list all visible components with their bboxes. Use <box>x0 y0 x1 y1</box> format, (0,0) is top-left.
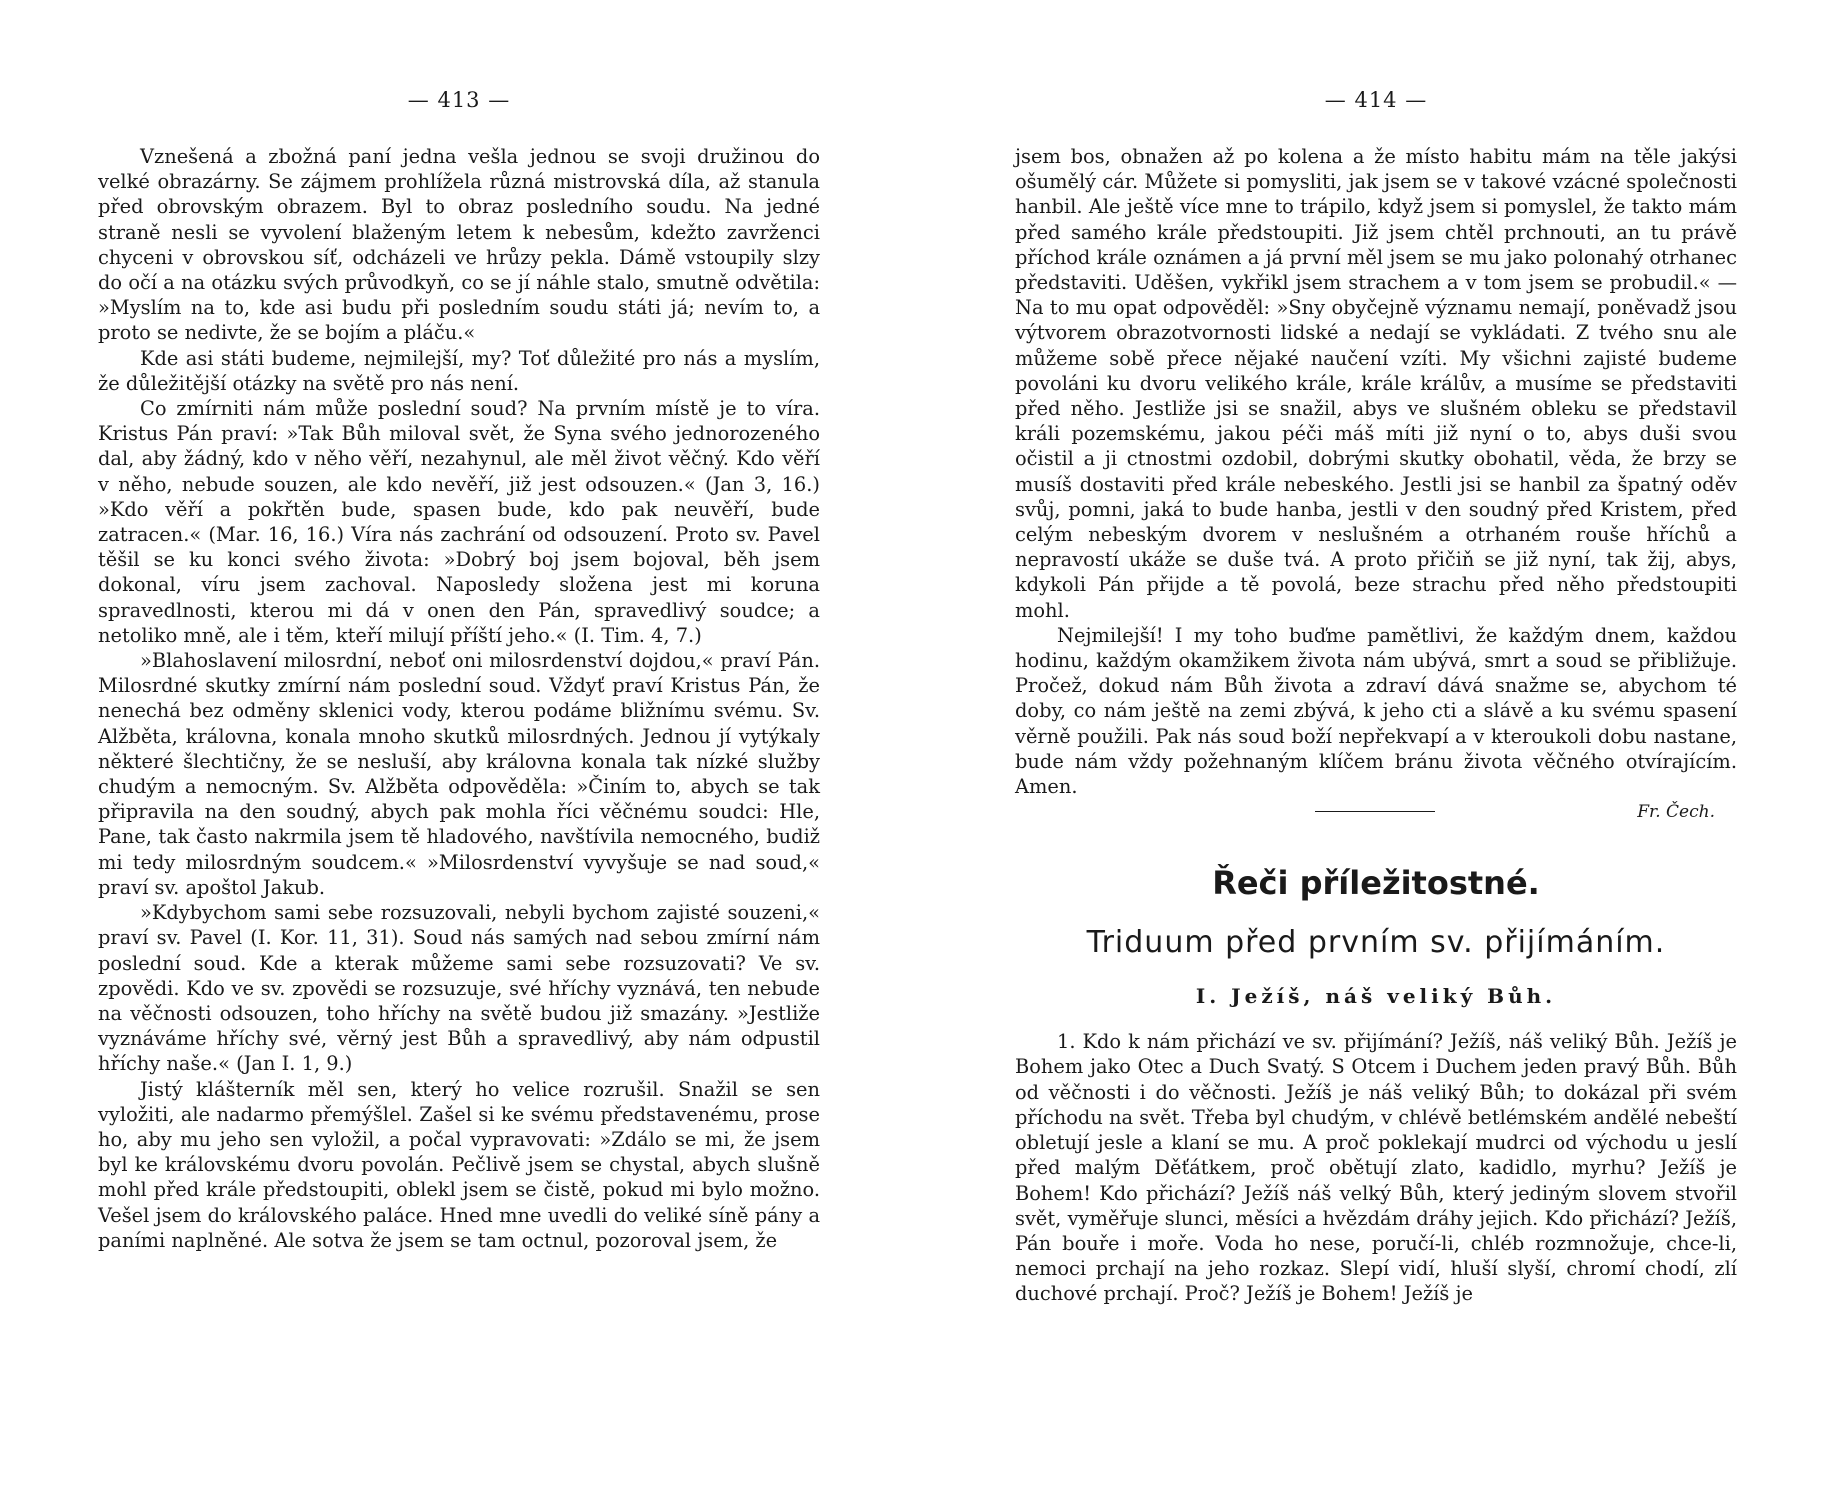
section-heading: Řeči příležitostné. <box>1212 864 1540 903</box>
left-page-body <box>98 144 820 1253</box>
continued-paragraph: jsem bos, obnažen až po kolena a že místo habitu mám na těle jakýsi ošumělý cár. Můžete si pomysliti, jak jsem se v takové vzácné společnosti hanbil. Ale ještě více mne to trápilo, když jsem si pomyslel, že takto mám před samého krále předstoupiti. Již jsem chtěl prchnouti, an tu právě příchod krále oznámen a já první měl jsem se mu jako polonahý otrhanec představiti. Uděšen, vykřikl jsem strachem a v tom jsem se probudil.« — Na to mu opat odpověděl: »Sny obyčejně významu nemají, poněvadž jsou výtvorem obrazotvornosti lidské a nedají se vykládati. Z tvého snu ale můžeme sobě přece nějaké naučení vzíti. My všichni zajisté budeme povoláni ku dvoru velikého krále, krále králův, a musíme se představiti před něho. Jestliže jsi se snažil, abys ve slušném obleku se představil králi pozemskému, jakou péči máš míti již nyní o to, abys duši svou očistil a ji ctnostmi ozdobil, dobrými skutky obohatil, věda, že brzy se musíš dostaviti před krále nebeského. Jestli jsi se hanbil za špatný oděv svůj, pomni, jaká to bude hanba, jestli v den soudný před Kristem, před celým nebeským dvorem v neslušném a otrhaném rouše hříchů a nepravostí ukáže se duše tvá. A proto přičiň se již nyní, tak žij, abys, kdykoli Pán přijde a tě povolá, beze strachu před něho předstoupiti mohl. <box>1015 145 1737 622</box>
chapter-paragraph: 1. Kdo k nám přichází ve sv. přijímání? Ježíš, náš veliký Bůh. Ježíš je Bohem jako Otec a Duch Svatý. S Otcem i Duchem jeden pravý Bůh. Bůh od věčnosti i do věčnosti. Ježíš je náš veliký Bůh; to dokázal při svém příchodu na svět. Třeba byl chudým, v chlévě betlémském andělé nebeští obletují jesle a klaní se mu. A proč poklekají mudrci od východu u jeslí před malým Děťátkem, proč obětují zlato, kadidlo, myrhu? Ježíš je Bohem! Kdo přichází? Ježíš náš velký Bůh, který jediným slovem stvořil svět, vyměřuje slunci, měsíci a hvězdám dráhy jejich. Kdo přichází? Ježíš, Pán bouře i moře. Voda ho nese, poručí-li, chléb rozmnožuje, chce-li, nemoci prchají na jeho rozkaz. Slepí vidí, hluší slyší, chromí chodí, zlí duchové prchají. Proč? Ježíš je Bohem! Ježíš je <box>1015 1030 1737 1306</box>
right-page-body <box>1015 144 1737 1307</box>
paragraph: Vznešená a zbožná paní jedna vešla jednou se svoji družinou do velké obrazárny. Se zájmem prohlížela různá mistrovská díla, až stanula před obrovským obrazem. Byl to obraz posledního soudu. Na jedné straně nesli se vyvolení blaženým letem k nebesům, kdežto zavrženci chyceni v obrovskou síť, odcházeli ve hrůzy pekla. Dámě vstoupily slzy do očí a na otázku svých průvodkyň, co se jí náhle stalo, smutně odvětila: »Myslím na to, kde asi budu při posledním soudu státi já; nevím to, a proto se nedivte, že se bojím a pláču.« <box>98 145 820 345</box>
divider-rule <box>1315 811 1435 812</box>
paragraph: Co zmírniti nám může poslední soud? Na prvním místě je to víra. Kristus Pán praví: »Tak Bůh miloval svět, že Syna svého jednorozeného dal, aby žádný, kdo v něho věří, nezahynul, ale měl život věčný. Kdo věří v něho, nebude souzen, ale kdo nevěří, již jest odsouzen.« (Jan 3, 16.) »Kdo věří a pokřtěn bude, spasen bude, kdo pak neuvěří, bude zatracen.« (Mar. 16, 16.) Víra nás zachrání od odsouzení. Proto sv. Pavel těšil se ku konci svého života: »Dobrý boj jsem bojoval, běh jsem dokonal, víru jsem zachoval. Naposledy složena jest mi koruna spravedlnosti, kterou mi dá v onen den Pán, spravedlivý soudce; a netoliko mně, ale i těm, kteří milují příští jeho.« (I. Tim. 4, 7.) <box>98 397 820 647</box>
paragraph: »Kdybychom sami sebe rozsuzovali, nebyli bychom zajisté souzeni,« praví sv. Pavel (I. Kor. 11, 31). Soud nás samých nad sebou zmírní nám poslední soud. Kde a kterak můžeme sami sebe rozsuzovati? Ve sv. zpovědi. Kdo ve sv. zpovědi se rozsuzuje, své hříchy vyznává, ten nebude na věčnosti odsouzen, toho hříchy na světě budou již smazány. »Jestliže vyznáváme hříchy své, věrný jest Bůh a spravedlivý, aby nám odpustil hříchy naše.« (Jan I. 1, 9.) <box>98 901 820 1076</box>
page-number: — 413 — <box>407 88 511 112</box>
chapter-heading: I. Ježíš, náš veliký Bůh. <box>1195 984 1557 1009</box>
paragraph: Kde asi státi budeme, nejmilejší, my? Toť důležité pro nás a myslím, že důležitější otázky na světě pro nás není. <box>98 346 820 395</box>
paragraph: Jistý klášterník měl sen, který ho velice rozrušil. Snažil se sen vyložiti, ale nadarmo přemýšlel. Zašel si ke svému představenému, prose ho, aby mu jeho sen vyložil, a počal vypravovati: »Zdálo se mi, že jsem byl ke královskému dvoru povolán. Pečlivě jsem se chystal, abych slušně mohl před krále předstoupiti, oblekl jsem se čistě, pokud mi bylo možno. Vešel jsem do královského paláce. Hned mne uvedli do veliké síně pány a paními naplněné. Ale sotva že jsem se tam octnul, pozoroval jsem, že <box>98 1077 820 1252</box>
right-page <box>1015 0 1737 1500</box>
signature-row <box>1015 799 1737 825</box>
paragraph: »Blahoslavení milosrdní, neboť oni milosrdenství dojdou,« praví Pán. Milosrdné skutky zmírní nám poslední soud. Vždyť praví Kristus Pán, že nenechá bez odměny sklenici vody, kterou podáme bližnímu svému. Sv. Alžběta, královna, konala mnoho skutků milosrdných. Jednou jí vytýkaly některé šlechtičny, že se nesluší, aby královna konala tak nízké služby chudým a nemocným. Sv. Alžběta odpověděla: »Činím to, abych se tak připravila na den soudný, abych pak mohla říci věčnému soudci: Hle, Pane, tak často nakrmila jsem tě hladového, navštívila nemocného, budiž mi tedy milosrdným soudcem.« »Milosrdenství vyvyšuje se nad soud,« praví sv. apoštol Jakub. <box>98 649 820 899</box>
author-signature: Fr. Čech. <box>1637 802 1715 823</box>
page-number: — 414 — <box>1324 88 1428 112</box>
section-subheading: Triduum před prvním sv. přijímáním. <box>1086 925 1666 961</box>
closing-paragraph: Nejmilejší! I my toho buďme pamětlivi, že každým dnem, každou hodinu, každým okamžikem života nám ubývá, smrt a soud se přibližuje. Pročež, dokud nám Bůh života a zdraví dává snažme se, abychom té doby, co nám ještě na zemi zbývá, k jeho cti a slávě a ku svému spasení věrně použili. Pak nás soud boží nepřekvapí a v kteroukoli dobu nastane, bude nám vždy požehnaným klíčem bránu života věčného otvírajícím. Amen. <box>1015 623 1737 799</box>
left-page <box>98 0 820 1500</box>
